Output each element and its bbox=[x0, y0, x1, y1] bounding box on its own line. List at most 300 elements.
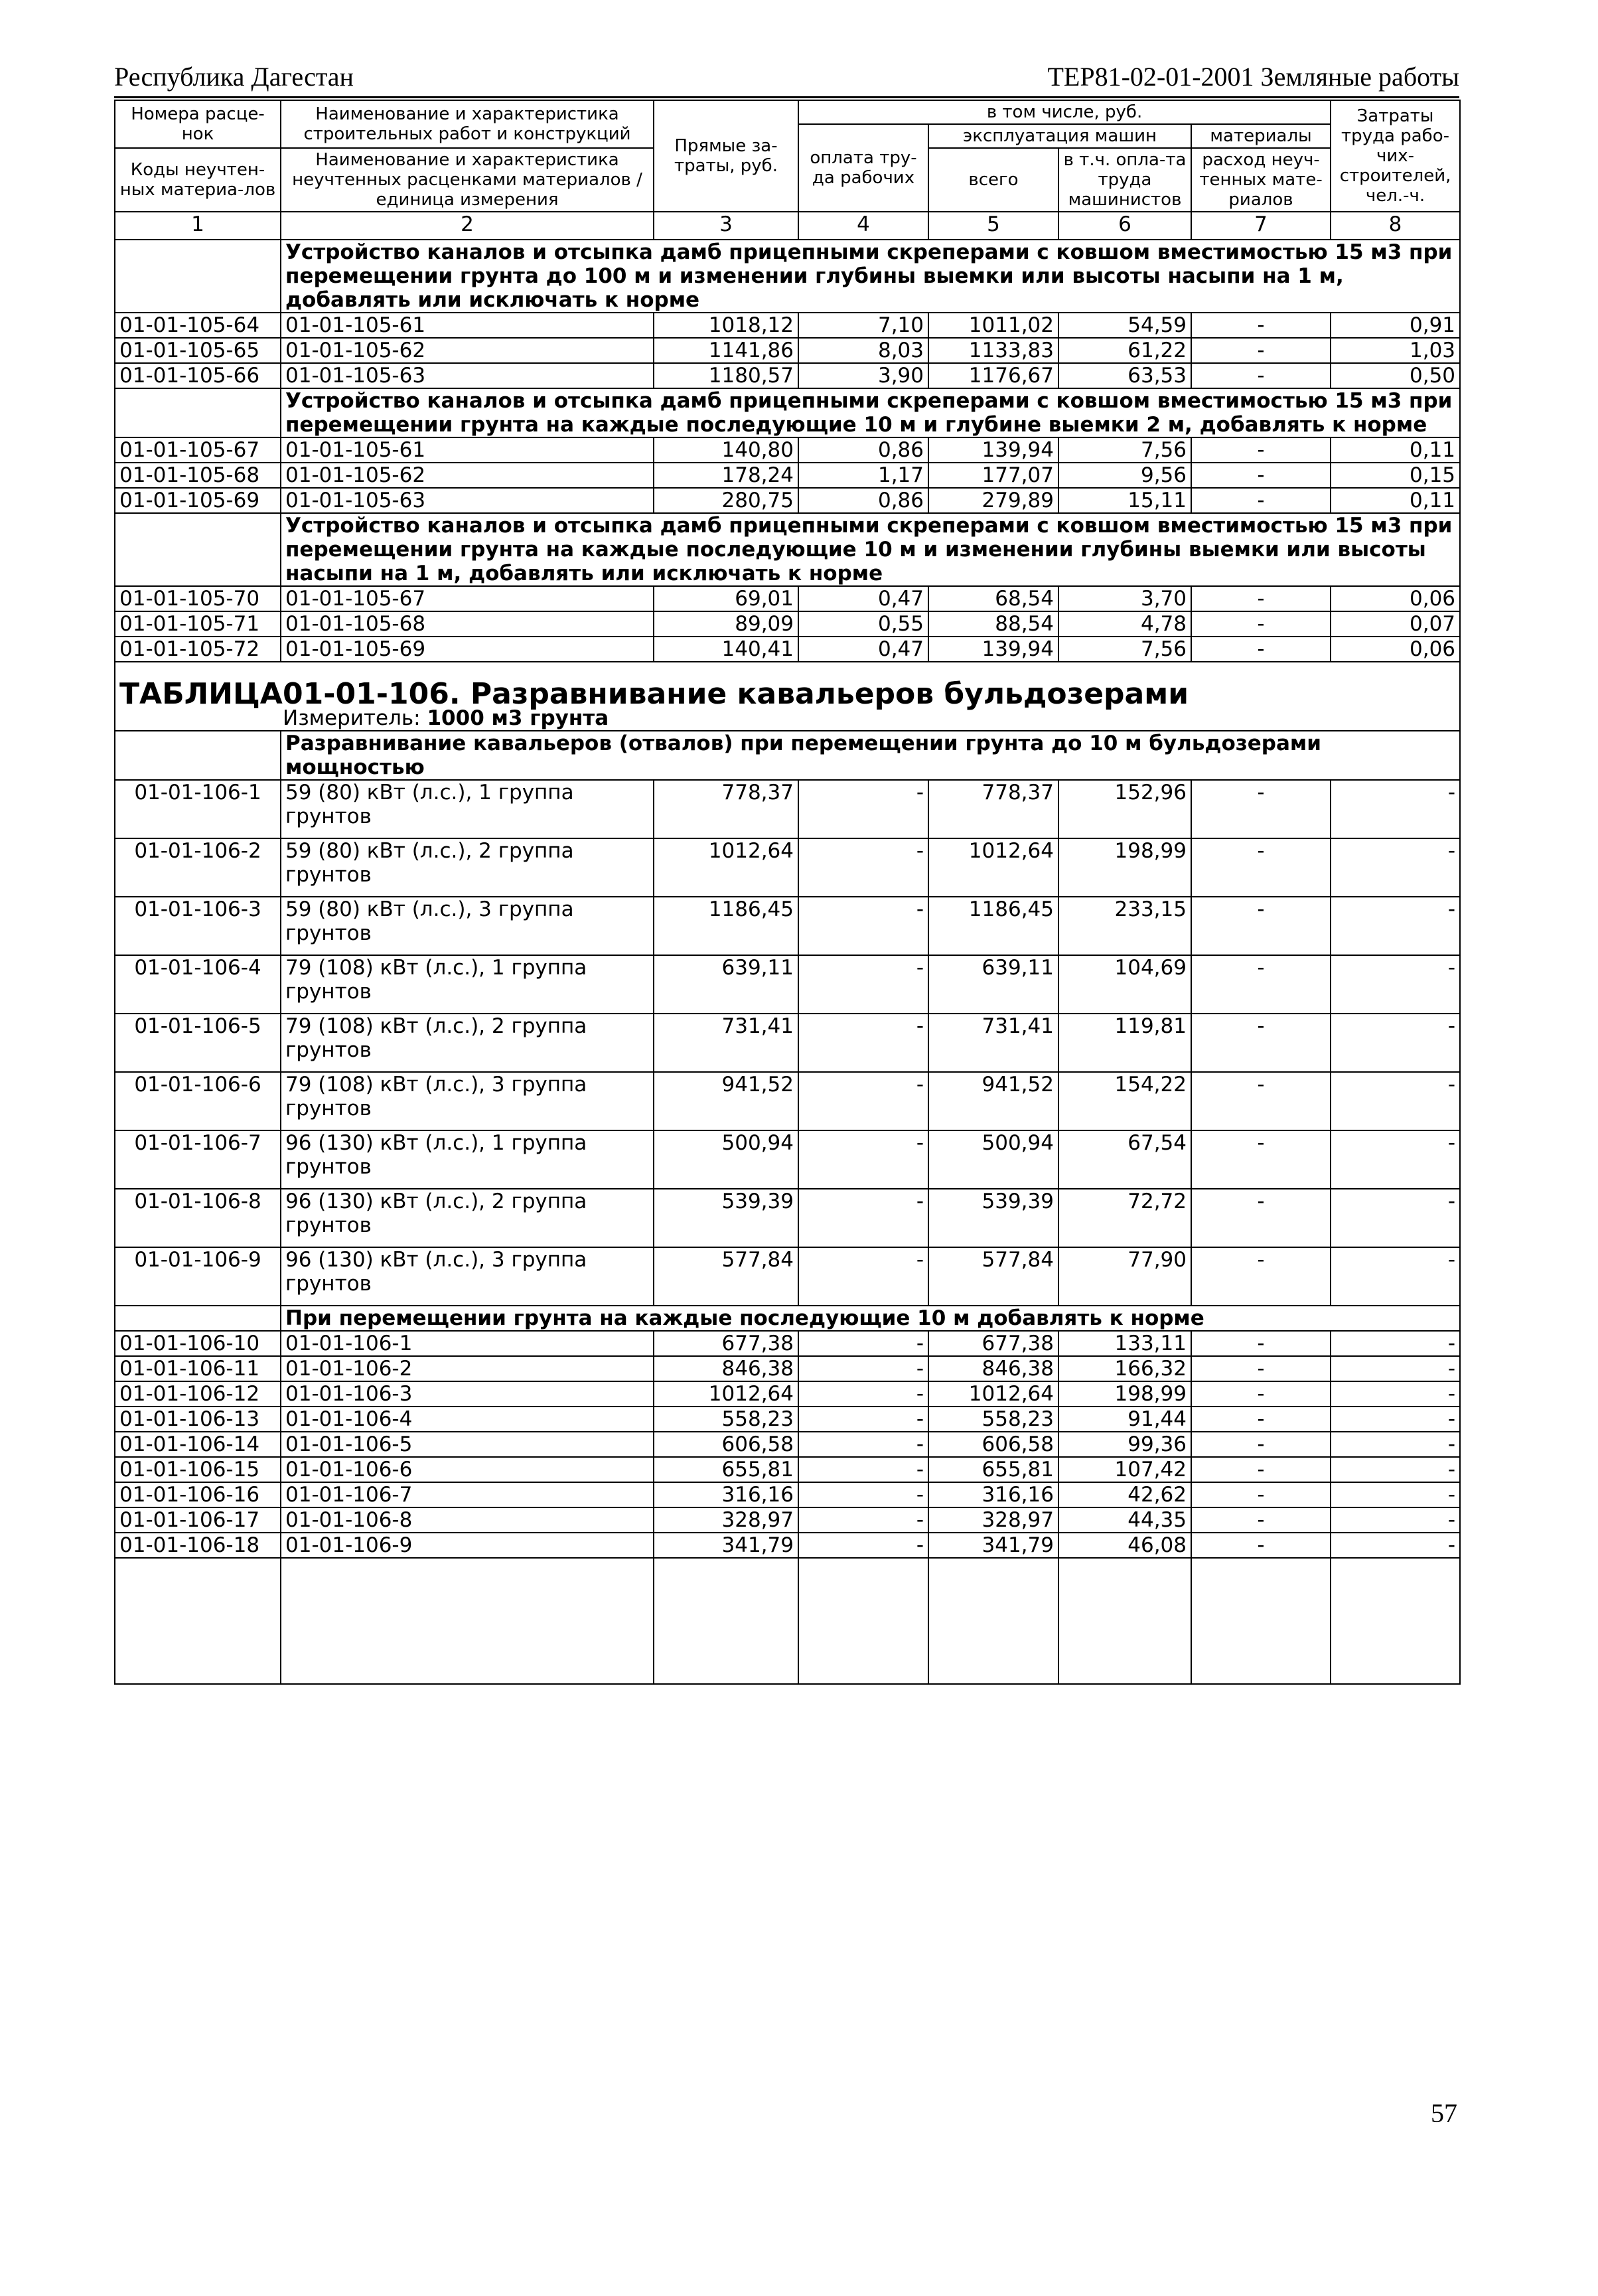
table-title-cell bbox=[115, 662, 1460, 731]
cell-mach: 846,38 bbox=[928, 1356, 1058, 1381]
empty-cell bbox=[928, 1558, 1058, 1684]
cell-mat: - bbox=[1191, 955, 1331, 1014]
col-6-header: в т.ч. опла-та труда машинистов bbox=[1058, 148, 1191, 212]
cell-name: 01-01-106-8 bbox=[281, 1507, 654, 1533]
empty-row bbox=[115, 1558, 1460, 1684]
cell-mach: 1012,64 bbox=[928, 1381, 1058, 1407]
table-title-row bbox=[115, 662, 1460, 731]
cell-labor: - bbox=[798, 1407, 928, 1432]
cell-mach: 778,37 bbox=[928, 780, 1058, 838]
cell-mat: - bbox=[1191, 1247, 1331, 1306]
cell-code: 01-01-106-9 bbox=[115, 1247, 281, 1306]
cell-hours: - bbox=[1331, 1482, 1460, 1507]
cell-hours: 1,03 bbox=[1331, 338, 1460, 363]
cell-code: 01-01-105-72 bbox=[115, 637, 281, 662]
cell-mach_labor: 107,42 bbox=[1058, 1457, 1191, 1482]
table-row bbox=[115, 586, 1460, 611]
column-numbers-row bbox=[115, 212, 1460, 240]
table-row bbox=[115, 611, 1460, 637]
cell-hours: - bbox=[1331, 1381, 1460, 1407]
cell-code: 01-01-106-13 bbox=[115, 1407, 281, 1432]
cell-direct: 677,38 bbox=[654, 1331, 798, 1356]
cell-mat: - bbox=[1191, 1072, 1331, 1130]
table-row bbox=[115, 1432, 1460, 1457]
cell-code: 01-01-105-67 bbox=[115, 437, 281, 463]
cell-mach: 1012,64 bbox=[928, 838, 1058, 897]
cell-direct: 341,79 bbox=[654, 1533, 798, 1558]
cell-code: 01-01-106-2 bbox=[115, 838, 281, 897]
empty-cell bbox=[1058, 1558, 1191, 1684]
cell-name: 96 (130) кВт (л.с.), 3 группа грунтов bbox=[281, 1247, 654, 1306]
cell-direct: 1186,45 bbox=[654, 897, 798, 955]
col-number: 2 bbox=[281, 212, 654, 240]
table-row bbox=[115, 780, 1460, 838]
cell-mat: - bbox=[1191, 437, 1331, 463]
cell-code: 01-01-105-65 bbox=[115, 338, 281, 363]
cell-direct: 577,84 bbox=[654, 1247, 798, 1306]
page-header bbox=[114, 61, 1459, 93]
cell-code: 01-01-106-7 bbox=[115, 1130, 281, 1189]
col-number: 4 bbox=[798, 212, 928, 240]
cell-direct: 280,75 bbox=[654, 488, 798, 513]
cell-hours: - bbox=[1331, 1247, 1460, 1306]
section-heading-row bbox=[115, 513, 1460, 586]
region-title: Республика Дагестан bbox=[114, 62, 354, 92]
cell-name: 79 (108) кВт (л.с.), 2 группа грунтов bbox=[281, 1014, 654, 1072]
section-heading-row bbox=[115, 1306, 1460, 1331]
col-7-header: расход неуч-тенных мате-риалов bbox=[1191, 148, 1331, 212]
cell-direct: 558,23 bbox=[654, 1407, 798, 1432]
section-heading-spacer bbox=[115, 1306, 281, 1331]
cell-labor: - bbox=[798, 897, 928, 955]
measure-label: Измеритель: bbox=[283, 706, 421, 730]
section-heading: При перемещении грунта на каждые последующие 10 м добавлять к норме bbox=[281, 1306, 1460, 1331]
table-row bbox=[115, 1189, 1460, 1247]
col-8-header: Затраты труда рабо-чих-строителей, чел.-ч. bbox=[1331, 100, 1460, 212]
cell-labor: - bbox=[798, 1072, 928, 1130]
cell-direct: 69,01 bbox=[654, 586, 798, 611]
cell-labor: - bbox=[798, 1247, 928, 1306]
cell-mach_labor: 166,32 bbox=[1058, 1356, 1191, 1381]
cell-direct: 941,52 bbox=[654, 1072, 798, 1130]
col-1-bottom-header: Коды неучтен-ных материа-лов bbox=[115, 148, 281, 212]
cell-code: 01-01-105-71 bbox=[115, 611, 281, 637]
cell-name: 01-01-105-62 bbox=[281, 463, 654, 488]
table-row bbox=[115, 1482, 1460, 1507]
table-row bbox=[115, 1014, 1460, 1072]
cell-code: 01-01-106-16 bbox=[115, 1482, 281, 1507]
cell-mach_labor: 7,56 bbox=[1058, 637, 1191, 662]
col-5-header: всего bbox=[928, 148, 1058, 212]
cell-name: 01-01-106-9 bbox=[281, 1533, 654, 1558]
cell-mach_labor: 99,36 bbox=[1058, 1432, 1191, 1457]
cell-mach_labor: 4,78 bbox=[1058, 611, 1191, 637]
cell-hours: 0,50 bbox=[1331, 363, 1460, 388]
cell-name: 59 (80) кВт (л.с.), 3 группа грунтов bbox=[281, 897, 654, 955]
cell-labor: - bbox=[798, 1356, 928, 1381]
cell-hours: - bbox=[1331, 955, 1460, 1014]
col-1-top-header: Номера расце-нок bbox=[115, 100, 281, 148]
section-heading-row bbox=[115, 731, 1460, 780]
cell-labor: 0,86 bbox=[798, 488, 928, 513]
table-row bbox=[115, 437, 1460, 463]
cell-mat: - bbox=[1191, 1432, 1331, 1457]
machines-header: эксплуатация машин bbox=[928, 124, 1191, 148]
cell-code: 01-01-106-5 bbox=[115, 1014, 281, 1072]
cell-labor: 7,10 bbox=[798, 313, 928, 338]
cell-mach: 139,94 bbox=[928, 437, 1058, 463]
cell-name: 01-01-106-7 bbox=[281, 1482, 654, 1507]
cell-labor: - bbox=[798, 1130, 928, 1189]
cell-mach: 539,39 bbox=[928, 1189, 1058, 1247]
section-heading: Разравнивание кавальеров (отвалов) при перемещении грунта до 10 м бульдозерами мощностью bbox=[281, 731, 1460, 780]
cell-name: 01-01-106-2 bbox=[281, 1356, 654, 1381]
table-row bbox=[115, 1130, 1460, 1189]
cell-mach: 279,89 bbox=[928, 488, 1058, 513]
cell-hours: - bbox=[1331, 1014, 1460, 1072]
cell-mach: 1133,83 bbox=[928, 338, 1058, 363]
cell-mach: 328,97 bbox=[928, 1507, 1058, 1533]
table-row bbox=[115, 488, 1460, 513]
cell-code: 01-01-106-6 bbox=[115, 1072, 281, 1130]
cell-mat: - bbox=[1191, 1014, 1331, 1072]
cell-name: 01-01-106-4 bbox=[281, 1407, 654, 1432]
cell-name: 01-01-106-5 bbox=[281, 1432, 654, 1457]
cell-mat: - bbox=[1191, 1130, 1331, 1189]
table-row bbox=[115, 1507, 1460, 1533]
cell-hours: - bbox=[1331, 1130, 1460, 1189]
cell-direct: 1012,64 bbox=[654, 838, 798, 897]
cell-code: 01-01-106-10 bbox=[115, 1331, 281, 1356]
cell-name: 01-01-106-1 bbox=[281, 1331, 654, 1356]
cell-mach: 577,84 bbox=[928, 1247, 1058, 1306]
rates-table bbox=[114, 100, 1461, 1685]
cell-mach: 606,58 bbox=[928, 1432, 1058, 1457]
cell-direct: 316,16 bbox=[654, 1482, 798, 1507]
cell-hours: 0,11 bbox=[1331, 488, 1460, 513]
empty-cell bbox=[798, 1558, 928, 1684]
cell-name: 01-01-105-63 bbox=[281, 363, 654, 388]
section-heading-spacer bbox=[115, 513, 281, 586]
cell-mat: - bbox=[1191, 897, 1331, 955]
cell-mach_labor: 198,99 bbox=[1058, 838, 1191, 897]
cell-mach: 68,54 bbox=[928, 586, 1058, 611]
cell-hours: - bbox=[1331, 1432, 1460, 1457]
cell-direct: 539,39 bbox=[654, 1189, 798, 1247]
cell-mach_labor: 44,35 bbox=[1058, 1507, 1191, 1533]
cell-mat: - bbox=[1191, 463, 1331, 488]
cell-mat: - bbox=[1191, 838, 1331, 897]
cell-direct: 1012,64 bbox=[654, 1381, 798, 1407]
cell-hours: 0,91 bbox=[1331, 313, 1460, 338]
cell-mach_labor: 152,96 bbox=[1058, 780, 1191, 838]
table-row bbox=[115, 338, 1460, 363]
section-heading: Устройство каналов и отсыпка дамб прицепными скреперами с ковшом вместимостью 15 м3 при перемещении грунта до 100 м и изменении глубины выемки или высоты насыпи на 1 м, добавлять или исключать к норме bbox=[281, 240, 1460, 313]
cell-mat: - bbox=[1191, 1381, 1331, 1407]
cell-mach_labor: 91,44 bbox=[1058, 1407, 1191, 1432]
cell-hours: - bbox=[1331, 1356, 1460, 1381]
cell-labor: - bbox=[798, 838, 928, 897]
cell-labor: - bbox=[798, 1457, 928, 1482]
cell-hours: - bbox=[1331, 1331, 1460, 1356]
table-row bbox=[115, 1407, 1460, 1432]
cell-mach: 316,16 bbox=[928, 1482, 1058, 1507]
cell-labor: - bbox=[798, 955, 928, 1014]
section-heading-row bbox=[115, 388, 1460, 437]
cell-mat: - bbox=[1191, 1189, 1331, 1247]
cell-direct: 500,94 bbox=[654, 1130, 798, 1189]
cell-name: 01-01-105-63 bbox=[281, 488, 654, 513]
cell-hours: - bbox=[1331, 1507, 1460, 1533]
cell-name: 01-01-105-67 bbox=[281, 586, 654, 611]
cell-mat: - bbox=[1191, 488, 1331, 513]
table-row bbox=[115, 838, 1460, 897]
cell-mach_labor: 9,56 bbox=[1058, 463, 1191, 488]
section-heading-spacer bbox=[115, 388, 281, 437]
cell-hours: - bbox=[1331, 838, 1460, 897]
cell-mach: 677,38 bbox=[928, 1331, 1058, 1356]
header-rule bbox=[114, 96, 1459, 98]
col-number: 1 bbox=[115, 212, 281, 240]
cell-direct: 655,81 bbox=[654, 1457, 798, 1482]
cell-mach_labor: 67,54 bbox=[1058, 1130, 1191, 1189]
cell-direct: 140,41 bbox=[654, 637, 798, 662]
table-row bbox=[115, 897, 1460, 955]
cell-name: 01-01-106-3 bbox=[281, 1381, 654, 1407]
cell-labor: 8,03 bbox=[798, 338, 928, 363]
cell-mach_labor: 233,15 bbox=[1058, 897, 1191, 955]
cell-name: 79 (108) кВт (л.с.), 1 группа грунтов bbox=[281, 955, 654, 1014]
table-row bbox=[115, 363, 1460, 388]
cell-mach_labor: 77,90 bbox=[1058, 1247, 1191, 1306]
document-title: ТЕР81-02-01-2001 Земляные работы bbox=[1047, 62, 1459, 92]
cell-labor: - bbox=[798, 1381, 928, 1407]
cell-mach: 731,41 bbox=[928, 1014, 1058, 1072]
cell-labor: - bbox=[798, 1014, 928, 1072]
cell-name: 01-01-105-62 bbox=[281, 338, 654, 363]
cell-direct: 89,09 bbox=[654, 611, 798, 637]
cell-direct: 1018,12 bbox=[654, 313, 798, 338]
cell-mach_labor: 119,81 bbox=[1058, 1014, 1191, 1072]
table-row bbox=[115, 1247, 1460, 1306]
table-row bbox=[115, 1072, 1460, 1130]
col-2-top-header: Наименование и характеристика строительных работ и конструкций bbox=[281, 100, 654, 148]
cell-name: 01-01-106-6 bbox=[281, 1457, 654, 1482]
cell-code: 01-01-105-70 bbox=[115, 586, 281, 611]
cell-mach_labor: 61,22 bbox=[1058, 338, 1191, 363]
empty-cell bbox=[1331, 1558, 1460, 1684]
cell-direct: 639,11 bbox=[654, 955, 798, 1014]
cell-hours: - bbox=[1331, 1407, 1460, 1432]
cell-direct: 846,38 bbox=[654, 1356, 798, 1381]
cell-hours: 0,11 bbox=[1331, 437, 1460, 463]
cell-labor: - bbox=[798, 1189, 928, 1247]
cell-mach: 177,07 bbox=[928, 463, 1058, 488]
cell-mach_labor: 154,22 bbox=[1058, 1072, 1191, 1130]
cell-hours: 0,07 bbox=[1331, 611, 1460, 637]
empty-cell bbox=[1191, 1558, 1331, 1684]
table-row bbox=[115, 1331, 1460, 1356]
cell-code: 01-01-106-4 bbox=[115, 955, 281, 1014]
cell-mach: 88,54 bbox=[928, 611, 1058, 637]
cell-hours: - bbox=[1331, 1189, 1460, 1247]
cell-direct: 178,24 bbox=[654, 463, 798, 488]
cell-direct: 778,37 bbox=[654, 780, 798, 838]
cell-labor: 0,55 bbox=[798, 611, 928, 637]
section-heading-spacer bbox=[115, 240, 281, 313]
cell-labor: - bbox=[798, 1533, 928, 1558]
cell-mach_labor: 54,59 bbox=[1058, 313, 1191, 338]
cell-hours: - bbox=[1331, 897, 1460, 955]
table-row bbox=[115, 1356, 1460, 1381]
cell-labor: - bbox=[798, 1432, 928, 1457]
table-row bbox=[115, 1381, 1460, 1407]
cell-labor: - bbox=[798, 1507, 928, 1533]
table-row bbox=[115, 637, 1460, 662]
cell-name: 59 (80) кВт (л.с.), 1 группа грунтов bbox=[281, 780, 654, 838]
section-heading-spacer bbox=[115, 731, 281, 780]
empty-cell bbox=[115, 1558, 281, 1684]
col-number: 5 bbox=[928, 212, 1058, 240]
cell-direct: 1141,86 bbox=[654, 338, 798, 363]
in-total-header: в том числе, руб. bbox=[798, 100, 1331, 124]
cell-hours: - bbox=[1331, 1533, 1460, 1558]
cell-direct: 731,41 bbox=[654, 1014, 798, 1072]
empty-cell bbox=[281, 1558, 654, 1684]
col-3-header: Прямые за-траты, руб. bbox=[654, 100, 798, 212]
cell-code: 01-01-106-18 bbox=[115, 1533, 281, 1558]
cell-direct: 606,58 bbox=[654, 1432, 798, 1457]
cell-mat: - bbox=[1191, 1533, 1331, 1558]
page-number: 57 bbox=[1431, 2098, 1457, 2128]
cell-direct: 328,97 bbox=[654, 1507, 798, 1533]
col-number: 6 bbox=[1058, 212, 1191, 240]
cell-code: 01-01-105-66 bbox=[115, 363, 281, 388]
cell-mat: - bbox=[1191, 611, 1331, 637]
cell-hours: - bbox=[1331, 1457, 1460, 1482]
cell-name: 01-01-105-61 bbox=[281, 313, 654, 338]
cell-labor: - bbox=[798, 780, 928, 838]
col-4-header: оплата тру-да рабочих bbox=[798, 124, 928, 212]
cell-mach: 500,94 bbox=[928, 1130, 1058, 1189]
cell-mach: 639,11 bbox=[928, 955, 1058, 1014]
cell-mach_labor: 104,69 bbox=[1058, 955, 1191, 1014]
cell-mat: - bbox=[1191, 1407, 1331, 1432]
cell-mach: 1186,45 bbox=[928, 897, 1058, 955]
cell-mat: - bbox=[1191, 586, 1331, 611]
cell-mat: - bbox=[1191, 1331, 1331, 1356]
cell-code: 01-01-106-17 bbox=[115, 1507, 281, 1533]
cell-name: 59 (80) кВт (л.с.), 2 группа грунтов bbox=[281, 838, 654, 897]
cell-name: 79 (108) кВт (л.с.), 3 группа грунтов bbox=[281, 1072, 654, 1130]
cell-mach_labor: 3,70 bbox=[1058, 586, 1191, 611]
cell-mach: 1176,67 bbox=[928, 363, 1058, 388]
cell-code: 01-01-106-14 bbox=[115, 1432, 281, 1457]
col-number: 8 bbox=[1331, 212, 1460, 240]
cell-labor: 0,47 bbox=[798, 586, 928, 611]
col-2-bottom-header: Наименование и характеристика неучтенных расценками материалов / единица измерения bbox=[281, 148, 654, 212]
cell-mat: - bbox=[1191, 313, 1331, 338]
cell-hours: 0,15 bbox=[1331, 463, 1460, 488]
measure-value: 1000 м3 грунта bbox=[427, 706, 609, 730]
cell-mach: 341,79 bbox=[928, 1533, 1058, 1558]
cell-name: 01-01-105-69 bbox=[281, 637, 654, 662]
table-row bbox=[115, 463, 1460, 488]
table-label: ТАБЛИЦА bbox=[119, 677, 283, 711]
section-heading-row bbox=[115, 240, 1460, 313]
cell-labor: - bbox=[798, 1331, 928, 1356]
materials-header: материалы bbox=[1191, 124, 1331, 148]
cell-mach_labor: 133,11 bbox=[1058, 1331, 1191, 1356]
cell-direct: 140,80 bbox=[654, 437, 798, 463]
cell-labor: 1,17 bbox=[798, 463, 928, 488]
cell-mach_labor: 63,53 bbox=[1058, 363, 1191, 388]
cell-mat: - bbox=[1191, 363, 1331, 388]
cell-mat: - bbox=[1191, 1457, 1331, 1482]
section-heading: Устройство каналов и отсыпка дамб прицепными скреперами с ковшом вместимостью 15 м3 при перемещении грунта на каждые последующие 10 м и изменении глубины выемки или высоты насыпи на 1 м, добавлять или исключать к норме bbox=[281, 513, 1460, 586]
table-row bbox=[115, 1533, 1460, 1558]
table-row bbox=[115, 1457, 1460, 1482]
cell-mach_labor: 42,62 bbox=[1058, 1482, 1191, 1507]
cell-mat: - bbox=[1191, 1356, 1331, 1381]
cell-hours: 0,06 bbox=[1331, 637, 1460, 662]
cell-mat: - bbox=[1191, 338, 1331, 363]
cell-mach: 655,81 bbox=[928, 1457, 1058, 1482]
cell-code: 01-01-106-15 bbox=[115, 1457, 281, 1482]
cell-mach_labor: 7,56 bbox=[1058, 437, 1191, 463]
cell-code: 01-01-106-3 bbox=[115, 897, 281, 955]
cell-name: 96 (130) кВт (л.с.), 1 группа грунтов bbox=[281, 1130, 654, 1189]
cell-hours: 0,06 bbox=[1331, 586, 1460, 611]
table-title: 01-01-106. Разравнивание кавальеров бульдозерами bbox=[283, 677, 1189, 711]
cell-direct: 1180,57 bbox=[654, 363, 798, 388]
cell-code: 01-01-105-69 bbox=[115, 488, 281, 513]
cell-labor: 3,90 bbox=[798, 363, 928, 388]
section-heading: Устройство каналов и отсыпка дамб прицепными скреперами с ковшом вместимостью 15 м3 при перемещении грунта на каждые последующие 10 м и глубине выемки 2 м, добавлять к норме bbox=[281, 388, 1460, 437]
cell-hours: - bbox=[1331, 1072, 1460, 1130]
cell-mach_labor: 15,11 bbox=[1058, 488, 1191, 513]
cell-code: 01-01-106-12 bbox=[115, 1381, 281, 1407]
cell-labor: - bbox=[798, 1482, 928, 1507]
cell-code: 01-01-105-64 bbox=[115, 313, 281, 338]
cell-mach: 139,94 bbox=[928, 637, 1058, 662]
cell-mach_labor: 72,72 bbox=[1058, 1189, 1191, 1247]
cell-name: 96 (130) кВт (л.с.), 2 группа грунтов bbox=[281, 1189, 654, 1247]
cell-code: 01-01-106-11 bbox=[115, 1356, 281, 1381]
cell-code: 01-01-106-1 bbox=[115, 780, 281, 838]
cell-mach: 941,52 bbox=[928, 1072, 1058, 1130]
cell-code: 01-01-106-8 bbox=[115, 1189, 281, 1247]
cell-mach: 1011,02 bbox=[928, 313, 1058, 338]
cell-labor: 0,47 bbox=[798, 637, 928, 662]
cell-mat: - bbox=[1191, 1507, 1331, 1533]
col-number: 7 bbox=[1191, 212, 1331, 240]
table-row bbox=[115, 313, 1460, 338]
col-number: 3 bbox=[654, 212, 798, 240]
cell-mach_labor: 198,99 bbox=[1058, 1381, 1191, 1407]
cell-mat: - bbox=[1191, 637, 1331, 662]
cell-mach: 558,23 bbox=[928, 1407, 1058, 1432]
cell-mat: - bbox=[1191, 780, 1331, 838]
empty-cell bbox=[654, 1558, 798, 1684]
cell-name: 01-01-105-61 bbox=[281, 437, 654, 463]
cell-mach_labor: 46,08 bbox=[1058, 1533, 1191, 1558]
cell-code: 01-01-105-68 bbox=[115, 463, 281, 488]
cell-mat: - bbox=[1191, 1482, 1331, 1507]
cell-labor: 0,86 bbox=[798, 437, 928, 463]
cell-hours: - bbox=[1331, 780, 1460, 838]
table-row bbox=[115, 955, 1460, 1014]
